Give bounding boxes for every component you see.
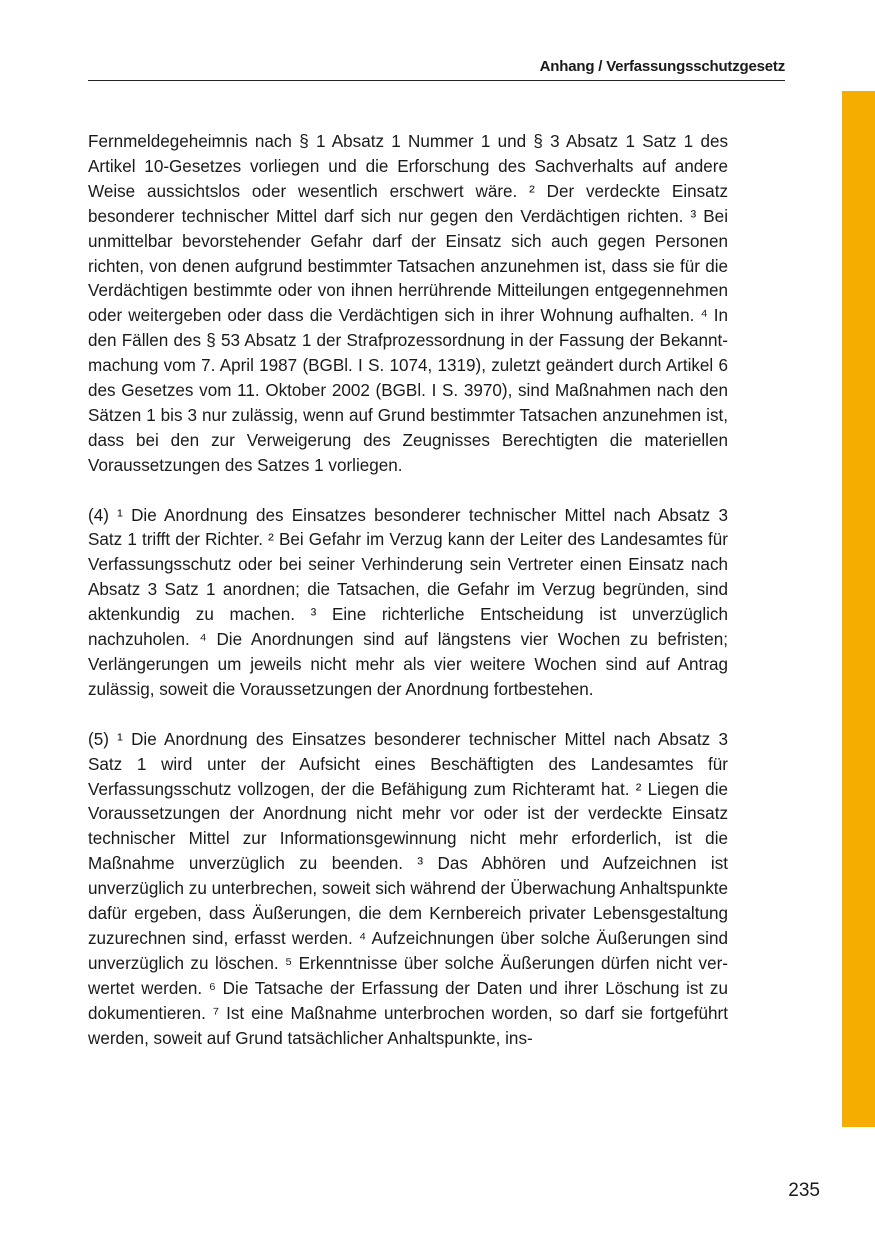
thumb-index-bar — [842, 91, 875, 1127]
body-text — [88, 130, 728, 1052]
paragraph-5: (5) ¹ Die Anordnung des Einsatzes besonderer technischer Mittel nach Absatz 3 Satz 1 wird unter der Aufsicht eines Beschäftigten des Landesamtes für Verfassungsschutz vollzogen, der die Befähigung zum Richteramt hat. ² Liegen die Voraussetzungen der Anordnung nicht mehr vor oder ist der verdeckte Einsatz technischer Mittel zur Informationsgewinnung nicht mehr erforderlich, ist die Maßnahme unverzüglich zu beenden. ³ Das Abhören und Aufzeichnen ist unverzüglich zu unterbrechen, soweit sich während der Überwachung Anhaltspunkte dafür ergeben, dass Äußerungen, die dem Kernbereich privater Lebensgestaltung zuzurechnen sind, erfasst werden. ⁴ Aufzeichnungen über solche Äußerungen sind unverzüglich zu löschen. ⁵ Erkenntnisse über solche Äußerungen dürfen nicht verwertet werden. ⁶ Die Tatsache der Erfassung der Daten und ihrer Löschung ist zu dokumentieren. ⁷ Ist eine Maßnahme unterbrochen worden, so darf sie fortgeführt werden, soweit auf Grund tatsächlicher Anhaltspunkte, ins- — [88, 729, 728, 1048]
paragraph-4: (4) ¹ Die Anordnung des Einsatzes besonderer technischer Mittel nach Absatz 3 Satz 1 trifft der Richter. ² Bei Gefahr im Verzug kann der Leiter des Landesamtes für Verfassungsschutz oder bei seiner Verhinderung sein Vertreter einen Einsatz nach Absatz 3 Satz 1 anordnen; die Tatsachen, die Gefahr im Verzug begründen, sind aktenkundig zu machen. ³ Eine richterliche Entscheidung ist unverzüglich nachzuholen. ⁴ Die Anordnungen sind auf längstens vier Wochen zu befristen; Verlängerungen um jeweils nicht mehr als vier weitere Wochen sind auf Antrag zulässig, soweit die Voraussetzungen der Anordnung fortbestehen. — [88, 505, 728, 699]
page-number: 235 — [788, 1180, 820, 1201]
paragraph-continuation: Fernmeldegeheimnis nach § 1 Absatz 1 Nummer 1 und § 3 Absatz 1 Satz 1 des Artikel 10-Gesetzes vorliegen und die Erforschung des Sachverhalts auf andere Weise aussichtslos oder wesentlich erschwert wäre. ² Der verdeckte Einsatz besonderer technischer Mittel darf sich nur gegen den Verdächtigen richten. ³ Bei unmittelbar bevorstehender Gefahr darf der Einsatz sich auch gegen Personen richten, von denen aufgrund bestimmter Tatsachen anzunehmen ist, dass sie für die Verdächtigen bestimmte oder von ihnen herrührende Mitteilungen entgegennehmen oder weitergeben oder dass die Verdächtigen sich in ihrer Wohnung aufhalten. ⁴ In den Fällen des § 53 Absatz 1 der Strafprozessordnung in der Fassung der Bekanntmachung vom 7. April 1987 (BGBl. I S. 1074, 1319), zuletzt geändert durch Artikel 6 des Gesetzes vom 11. Oktober 2002 (BGBl. I S. 3970), sind Maßnahmen nach den Sätzen 1 bis 3 nur zulässig, wenn auf Grund bestimmter Tatsachen anzunehmen ist, dass bei den zur Verweigerung des Zeugnisses Berechtigten die materiellen Voraussetzungen des Satzes 1 vorliegen. — [88, 132, 728, 475]
running-header: Anhang / Verfassungsschutzgesetz — [88, 58, 785, 81]
